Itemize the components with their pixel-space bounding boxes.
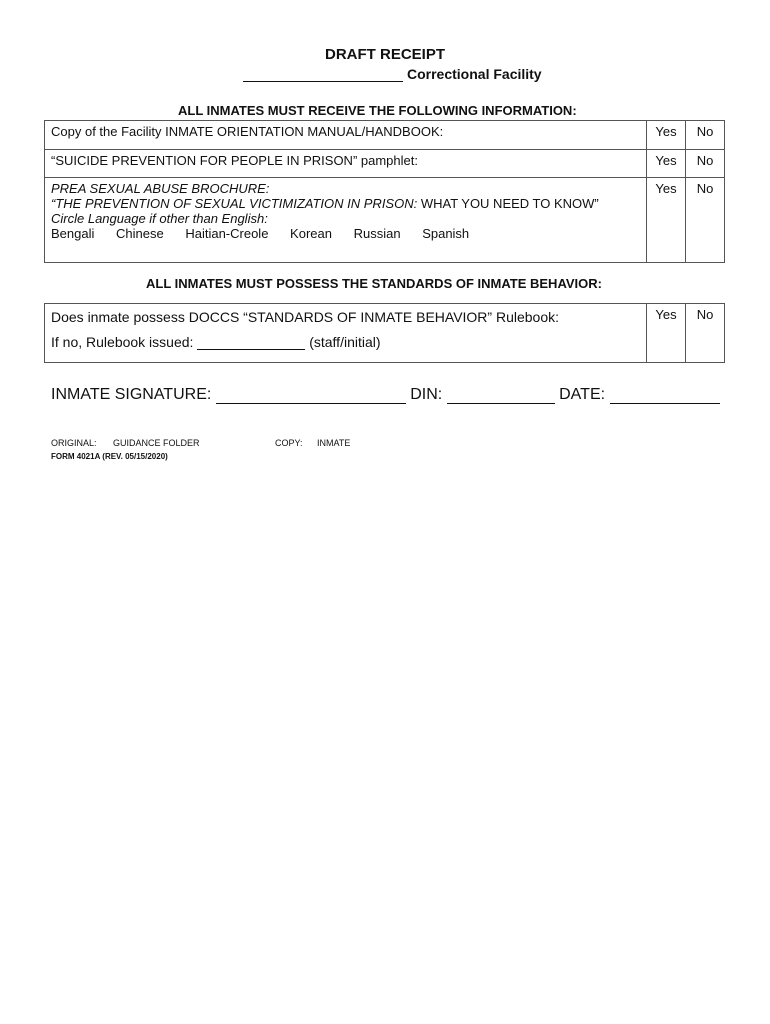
no-option[interactable]: No — [686, 150, 725, 178]
language-option-haitian-creole[interactable]: Haitian-Creole — [185, 226, 269, 241]
yes-option[interactable]: Yes — [647, 150, 686, 178]
no-option[interactable]: No — [686, 178, 725, 263]
copy-label: COPY: — [275, 438, 303, 448]
rulebook-cell — [45, 304, 647, 363]
din-field[interactable] — [447, 389, 555, 404]
date-label: DATE: — [559, 386, 606, 403]
no-option[interactable]: No — [686, 304, 725, 363]
page-title: DRAFT RECEIPT — [325, 46, 445, 63]
inmate-signature-field[interactable] — [216, 389, 406, 404]
staff-initial-field[interactable] — [197, 335, 305, 350]
original-value: GUIDANCE FOLDER — [113, 438, 200, 448]
suicide-prevention-label: “SUICIDE PREVENTION FOR PEOPLE IN PRISON” pamphlet: — [45, 150, 647, 178]
yes-option[interactable]: Yes — [647, 121, 686, 150]
prea-title-italic: “THE PREVENTION OF SEXUAL VICTIMIZATION IN PRISON: — [51, 196, 418, 211]
facility-name-blank[interactable] — [243, 67, 403, 82]
section-heading-receive: ALL INMATES MUST RECEIVE THE FOLLOWING INFORMATION: — [178, 103, 577, 118]
receive-table — [44, 120, 725, 263]
table-row — [45, 178, 725, 263]
language-option-chinese[interactable]: Chinese — [116, 226, 164, 241]
table-row — [45, 121, 725, 150]
prea-title-rest: WHAT YOU NEED TO KNOW” — [417, 196, 599, 211]
circle-language-label: Circle Language if other than English: — [51, 211, 268, 226]
table-row — [45, 150, 725, 178]
language-list — [51, 226, 640, 241]
language-option-korean[interactable]: Korean — [290, 226, 332, 241]
staff-initial-label: (staff/initial) — [309, 334, 381, 350]
form-id: FORM 4021A (REV. 05/15/2020) — [51, 452, 168, 461]
copy-value: INMATE — [317, 438, 351, 448]
yes-option[interactable]: Yes — [647, 304, 686, 363]
rulebook-issued-line — [51, 334, 640, 350]
original-label: ORIGINAL: — [51, 438, 97, 448]
rulebook-issued-label: If no, Rulebook issued: — [51, 334, 194, 350]
prea-cell — [45, 178, 647, 263]
possess-table — [44, 303, 725, 363]
no-option[interactable]: No — [686, 121, 725, 150]
din-label: DIN: — [410, 386, 443, 403]
orientation-manual-label: Copy of the Facility INMATE ORIENTATION MANUAL/HANDBOOK: — [45, 121, 647, 150]
table-row — [45, 304, 725, 363]
date-field[interactable] — [610, 389, 720, 404]
language-option-russian[interactable]: Russian — [353, 226, 401, 241]
prea-title-line — [51, 196, 640, 211]
rulebook-question: Does inmate possess DOCCS “STANDARDS OF INMATE BEHAVIOR” Rulebook: — [51, 309, 560, 325]
language-option-bengali[interactable]: Bengali — [51, 226, 95, 241]
inmate-signature-label: INMATE SIGNATURE: — [51, 386, 212, 403]
prea-brochure-label: PREA SEXUAL ABUSE BROCHURE: — [51, 181, 270, 196]
facility-line — [243, 66, 542, 82]
section-heading-possess: ALL INMATES MUST POSSESS THE STANDARDS OF INMATE BEHAVIOR: — [146, 276, 602, 291]
language-option-spanish[interactable]: Spanish — [422, 226, 470, 241]
signature-line — [51, 386, 720, 404]
facility-label: Correctional Facility — [407, 66, 542, 82]
yes-option[interactable]: Yes — [647, 178, 686, 263]
